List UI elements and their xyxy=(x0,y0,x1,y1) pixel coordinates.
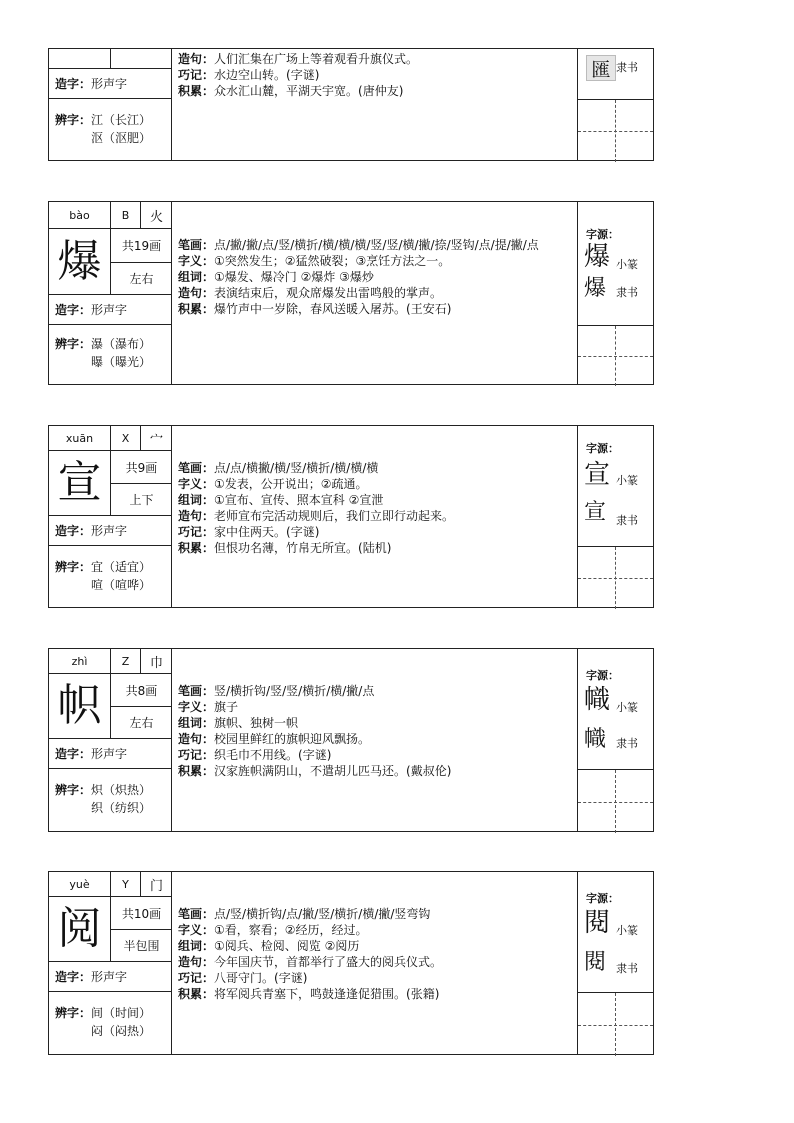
bianzi-label: 辨字： xyxy=(55,337,92,351)
char-row xyxy=(49,229,171,295)
bianzi-item: 闷（闷热） xyxy=(91,1024,152,1038)
zaozi-label: 造字： xyxy=(55,524,92,538)
radical-cell: 宀 xyxy=(149,432,163,448)
line-label: 巧记： xyxy=(178,748,215,762)
bianzi-row xyxy=(49,325,171,386)
style-label: 隶书 xyxy=(616,61,638,74)
style-label-lishu: 隶书 xyxy=(616,514,638,527)
content-line-ziyi xyxy=(172,253,572,269)
content-line-bihua xyxy=(172,683,572,699)
practice-grid xyxy=(578,992,653,1056)
header-row xyxy=(49,426,171,451)
zaozi-row xyxy=(49,69,171,99)
line-label: 笔画： xyxy=(178,461,215,475)
source-panel xyxy=(578,872,653,1054)
bianzi-item: 织（纺织） xyxy=(91,801,152,815)
bianzi-item: 炽（炽热） xyxy=(91,783,152,797)
line-label: 积累： xyxy=(178,302,215,316)
line-label: 巧记： xyxy=(178,68,215,82)
lishu-glyph: 宣 xyxy=(584,500,607,525)
style-label-lishu: 隶书 xyxy=(616,286,638,299)
char-card-1 xyxy=(48,201,654,385)
lishu-glyph: 閱 xyxy=(584,950,607,975)
lishu-glyph: 爆 xyxy=(584,276,607,301)
seal-glyph: 爆 xyxy=(584,242,611,272)
radical-cell: 巾 xyxy=(149,655,163,671)
line-label: 造句： xyxy=(178,955,215,969)
structure: 上下 xyxy=(129,493,154,507)
line-text: 家中住两天。(字谜) xyxy=(214,525,320,539)
char-card-4 xyxy=(48,871,654,1055)
content-line-ziyi xyxy=(172,476,572,492)
line-label: 组词： xyxy=(178,716,215,730)
line-label: 积累： xyxy=(178,764,215,778)
card-left-panel xyxy=(49,872,172,1054)
style-label-seal: 小篆 xyxy=(616,258,638,271)
content-line-ziyi xyxy=(172,699,572,715)
content-line-zaoju xyxy=(172,51,418,67)
bianzi-item: 间（时间） xyxy=(91,1006,152,1020)
content-line-zuci xyxy=(172,938,572,954)
zaozi-value: 形声字 xyxy=(91,303,128,317)
line-label: 字义： xyxy=(178,700,215,714)
content-line-qiaoji xyxy=(172,747,572,763)
bianzi-item: 江（长江） xyxy=(91,113,152,127)
practice-grid xyxy=(578,99,653,162)
line-text: 旗帜、独树一帜 xyxy=(214,716,299,730)
bianzi-label: 辨字： xyxy=(55,113,92,127)
source-title: 字源： xyxy=(586,669,619,682)
content-line-qiaoji xyxy=(172,524,572,540)
content-line-zuci xyxy=(172,492,572,508)
initial-cell: B xyxy=(111,202,141,228)
style-label-lishu: 隶书 xyxy=(616,737,638,750)
line-text: 旗子 xyxy=(214,700,239,714)
source-title: 字源： xyxy=(586,892,619,905)
zaozi-value: 形声字 xyxy=(91,747,128,761)
line-text: ①看，察看；②经历，经过。 xyxy=(214,923,368,937)
line-text: ①突然发生；②猛然破裂；③烹饪方法之一。 xyxy=(214,254,451,268)
line-text: 表演结束后，观众席爆发出雷鸣般的掌声。 xyxy=(214,286,443,300)
content-line-jilei xyxy=(172,301,572,317)
card-content xyxy=(172,872,578,1054)
main-character: 爆 xyxy=(49,229,111,294)
zaozi-value: 形声字 xyxy=(91,77,128,91)
char-row xyxy=(49,674,171,739)
line-label: 字义： xyxy=(178,923,215,937)
lishu-glyph: 幟 xyxy=(584,727,607,752)
source-panel xyxy=(578,202,653,384)
line-label: 积累： xyxy=(178,987,215,1001)
seal-glyph: 幟 xyxy=(584,685,611,715)
line-label: 字义： xyxy=(178,254,215,268)
line-label: 巧记： xyxy=(178,971,215,985)
bianzi-label: 辨字： xyxy=(55,560,92,574)
card-left-panel xyxy=(49,49,172,160)
content-line-jilei xyxy=(172,83,418,99)
content-line-qiaoji xyxy=(172,67,418,83)
bianzi-label: 辨字： xyxy=(55,1006,92,1020)
content-line-zuci xyxy=(172,715,572,731)
radical-cell: 火 xyxy=(149,209,163,225)
line-text: 八哥守门。(字谜) xyxy=(214,971,308,985)
seal-glyph: 閱 xyxy=(584,908,611,938)
stroke-count: 共19画 xyxy=(111,229,172,263)
zaozi-value: 形声字 xyxy=(91,970,128,984)
line-label: 笔画： xyxy=(178,907,215,921)
char-card-0 xyxy=(48,48,654,161)
practice-grid xyxy=(578,769,653,833)
structure: 半包围 xyxy=(123,939,160,953)
zaozi-row xyxy=(49,295,171,325)
bianzi-row xyxy=(49,992,171,1056)
initial-cell: Z xyxy=(111,649,141,673)
main-character: 帜 xyxy=(49,674,111,738)
bianzi-item: 沤（沤肥） xyxy=(91,131,152,145)
line-label: 造句： xyxy=(178,509,215,523)
card-left-panel xyxy=(49,426,172,607)
bianzi-row xyxy=(49,546,171,609)
line-text: 汉家旌帜满阴山，不遣胡儿匹马还。(戴叔伦) xyxy=(214,764,452,778)
zaozi-label: 造字： xyxy=(55,303,92,317)
stroke-count: 共9画 xyxy=(111,451,172,484)
line-text: 水边空山转。(字谜) xyxy=(214,68,320,82)
source-panel xyxy=(578,649,653,831)
line-text: 人们汇集在广场上等着观看升旗仪式。 xyxy=(214,52,419,66)
pinyin-cell xyxy=(49,49,111,68)
content-line-jilei xyxy=(172,763,572,779)
line-text: 点/点/横撇/横/竖/横折/横/横/横 xyxy=(214,461,379,475)
line-label: 积累： xyxy=(178,541,215,555)
card-left-panel xyxy=(49,649,172,831)
content-line-jilei xyxy=(172,986,572,1002)
zaozi-label: 造字： xyxy=(55,970,92,984)
bianzi-item: 曝（曝光） xyxy=(91,355,152,369)
style-label-seal: 小篆 xyxy=(616,701,638,714)
char-row xyxy=(49,451,171,516)
content-line-bihua xyxy=(172,237,572,253)
stroke-count: 共8画 xyxy=(111,674,172,707)
content-line-zaoju xyxy=(172,508,572,524)
content-line-jilei xyxy=(172,540,572,556)
content-line-zaoju xyxy=(172,731,572,747)
card-left-panel xyxy=(49,202,172,384)
line-text: 竖/横折钩/竖/竖/横折/横/撇/点 xyxy=(214,684,375,698)
line-text: 点/撇/撇/点/竖/横折/横/横/横/竖/竖/横/撇/捺/竖钩/点/提/撇/点 xyxy=(214,238,539,252)
zaozi-label: 造字： xyxy=(55,747,92,761)
bianzi-label: 辨字： xyxy=(55,783,92,797)
zaozi-row xyxy=(49,739,171,769)
main-character: 宣 xyxy=(49,451,111,515)
practice-grid xyxy=(578,546,653,609)
line-label: 造句： xyxy=(178,52,215,66)
structure: 左右 xyxy=(129,716,154,730)
card-content xyxy=(172,202,578,384)
char-card-3 xyxy=(48,648,654,832)
content-line-bihua xyxy=(172,460,572,476)
seal-glyph: 宣 xyxy=(584,460,611,490)
line-label: 组词： xyxy=(178,270,215,284)
line-label: 组词： xyxy=(178,939,215,953)
source-title: 字源： xyxy=(586,442,619,455)
line-text: 众水汇山麓，平湖天宇宽。(唐仲友) xyxy=(214,84,404,98)
content-line-qiaoji xyxy=(172,970,572,986)
header-row xyxy=(49,649,171,674)
line-label: 笔画： xyxy=(178,684,215,698)
style-label-seal: 小篆 xyxy=(616,924,638,937)
content-line-zaoju xyxy=(172,285,572,301)
pinyin-cell: zhì xyxy=(49,649,111,673)
stroke-count: 共10画 xyxy=(111,897,172,930)
initial-cell: Y xyxy=(111,872,141,896)
pinyin-cell: yuè xyxy=(49,872,111,896)
line-text: ①宣布、宣传、照本宣科 ②宣泄 xyxy=(214,493,384,507)
bianzi-row xyxy=(49,99,171,162)
line-label: 造句： xyxy=(178,732,215,746)
line-text: 今年国庆节，首都举行了盛大的阅兵仪式。 xyxy=(214,955,443,969)
source-panel xyxy=(578,49,653,160)
line-text: ①阅兵、检阅、阅览 ②阅历 xyxy=(214,939,360,953)
main-character: 阅 xyxy=(49,897,111,961)
pinyin-cell: xuān xyxy=(49,426,111,450)
lishu-glyph: 匯 xyxy=(586,55,616,81)
content-line-zaoju xyxy=(172,954,572,970)
bianzi-item: 宜（适宜） xyxy=(91,560,152,574)
source-title: 字源： xyxy=(586,228,619,241)
bianzi-row xyxy=(49,769,171,833)
style-label-lishu: 隶书 xyxy=(616,962,638,975)
line-text: 校园里鲜红的旗帜迎风飘扬。 xyxy=(214,732,371,746)
line-label: 巧记： xyxy=(178,525,215,539)
header-row xyxy=(49,872,171,897)
content-line-ziyi xyxy=(172,922,572,938)
header-row xyxy=(49,202,171,229)
zaozi-value: 形声字 xyxy=(91,524,128,538)
char-card-2 xyxy=(48,425,654,608)
line-text: 但恨功名薄，竹帛无所宣。(陆机) xyxy=(214,541,392,555)
line-text: 将军阅兵青塞下，鸣鼓逢逢促猎围。(张籍) xyxy=(214,987,440,1001)
structure: 左右 xyxy=(129,272,154,286)
line-text: ①爆发、爆冷门 ②爆炸 ③爆炒 xyxy=(214,270,374,284)
card-content xyxy=(172,649,578,831)
line-text: 点/竖/横折钩/点/撇/竖/横折/横/撇/竖弯钩 xyxy=(214,907,431,921)
line-label: 造句： xyxy=(178,286,215,300)
line-label: 积累： xyxy=(178,84,215,98)
style-label-seal: 小篆 xyxy=(616,474,638,487)
radical-cell: 门 xyxy=(149,878,163,894)
line-text: 老师宣布完活动规则后，我们立即行动起来。 xyxy=(214,509,455,523)
content-line-bihua xyxy=(172,906,572,922)
initial-cell: X xyxy=(111,426,141,450)
line-label: 组词： xyxy=(178,493,215,507)
radical-cell xyxy=(111,49,172,68)
pinyin-cell: bào xyxy=(49,202,111,228)
card-content xyxy=(172,49,578,160)
zaozi-row xyxy=(49,516,171,546)
zaozi-row xyxy=(49,962,171,992)
line-text: ①发表，公开说出；②疏通。 xyxy=(214,477,368,491)
header-row xyxy=(49,49,171,69)
line-label: 笔画： xyxy=(178,238,215,252)
line-label: 字义： xyxy=(178,477,215,491)
content-line-zuci xyxy=(172,269,572,285)
practice-grid xyxy=(578,325,653,386)
card-content xyxy=(172,426,578,607)
line-text: 爆竹声中一岁除，春风送暖入屠苏。(王安石) xyxy=(214,302,452,316)
char-row xyxy=(49,897,171,962)
bianzi-item: 瀑（瀑布） xyxy=(91,337,152,351)
source-panel xyxy=(578,426,653,607)
line-text: 织毛巾不用线。(字谜) xyxy=(214,748,332,762)
zaozi-label: 造字： xyxy=(55,77,92,91)
bianzi-item: 喧（喧哗） xyxy=(91,578,152,592)
